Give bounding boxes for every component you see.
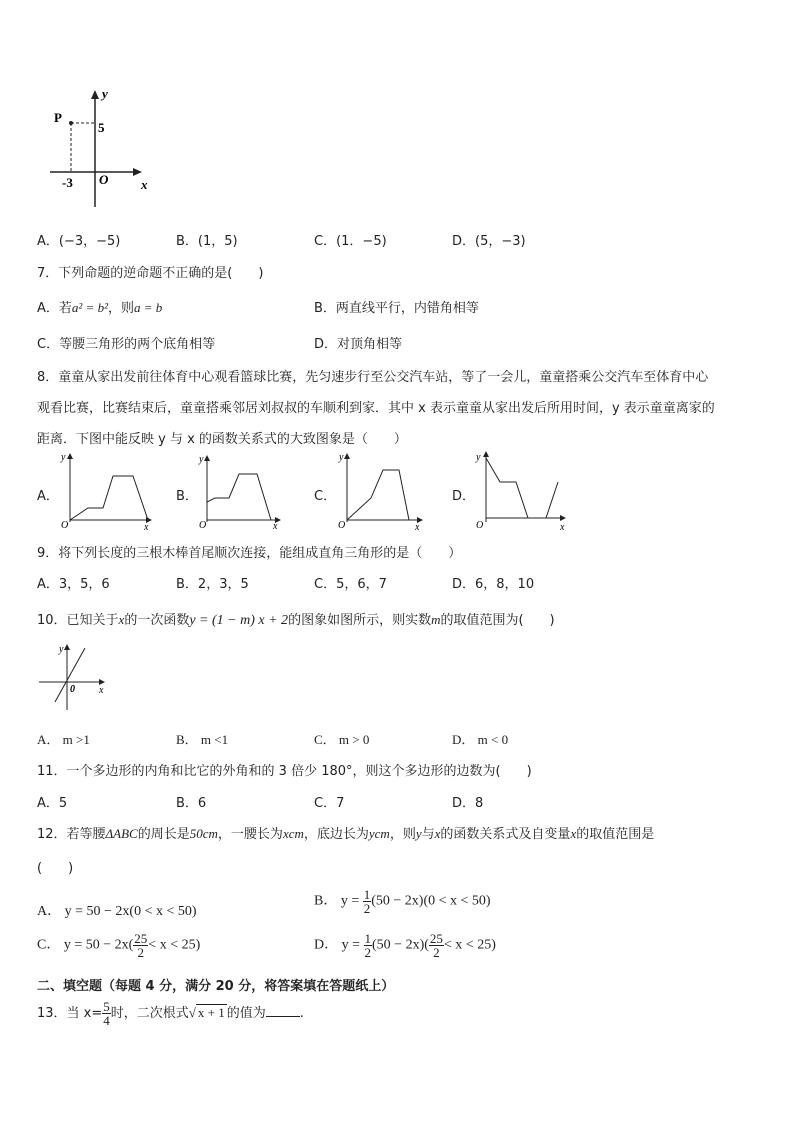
q9-option-d[interactable]: D．6，8，10 — [452, 577, 535, 592]
q12-d-den: 2 — [364, 945, 372, 960]
q10-origin: 0 — [70, 684, 75, 695]
q12-triangle: ΔABC — [105, 826, 138, 841]
q10-stem-x: x — [118, 612, 125, 627]
q12-base: ycm — [368, 826, 390, 841]
q8-c-y-label: y — [339, 452, 344, 463]
q6-option-a[interactable]: A．(−3，−5) — [37, 234, 121, 249]
q6-y-axis-label: y — [102, 86, 108, 101]
q12-text-d: ，一腰长为 — [217, 827, 283, 842]
q7-option-a-mid: ，则 — [107, 301, 134, 316]
q10-stem-c: 的图象如图所示，则实数 — [288, 613, 432, 628]
q10-option-c[interactable]: C． m > 0 — [314, 732, 370, 747]
q13-post: 的值为 — [226, 1006, 266, 1021]
q6-x-axis-label: x — [141, 177, 148, 192]
q8-option-c-label[interactable]: C． — [314, 489, 337, 504]
q10-y-label: y — [59, 644, 64, 655]
q7-option-a-prefix: A．若 — [37, 301, 72, 316]
q10-stem — [37, 609, 555, 629]
q12-text-b: 的周长是 — [137, 827, 190, 842]
q12-text-j: 与 — [421, 827, 435, 842]
q8-option-a-label[interactable]: A． — [37, 489, 59, 504]
q6-origin: O — [99, 172, 109, 187]
q9-stem: 9．将下列长度的三根木棒首尾顺次连接，能组成直角三角形的是（ ） — [37, 546, 462, 561]
q12-option-a[interactable]: A． y = 50 − 2x(0 < x < 50) — [37, 904, 197, 919]
q10-line-figure — [37, 640, 112, 715]
q10-stem-func: y = (1 − m) x + 2 — [189, 613, 289, 628]
q8-graph-c[interactable] — [335, 450, 430, 532]
q13-num: 5 — [103, 999, 110, 1014]
q11-option-b[interactable]: B．6 — [176, 796, 207, 811]
q10-option-d[interactable]: D． m < 0 — [452, 732, 509, 747]
q8-graph-a[interactable] — [58, 450, 158, 532]
section-title-fill-in: 二、填空题（每题 4 分，满分 20 分，将答案填在答题纸上） — [37, 979, 395, 994]
q12-b-num: 1 — [363, 887, 371, 902]
q7-option-c[interactable]: C．等腰三角形的两个底角相等 — [37, 337, 216, 352]
q12-text-h: ，则 — [389, 827, 416, 842]
q13-mid: 时，二次根式 — [110, 1006, 189, 1021]
q8-a-origin: O — [61, 520, 69, 531]
q13-stem: 13．当 x= $\frac{5}{4}$ 时，二次根式√ x + 1 的值为 . — [37, 999, 304, 1028]
q12-leg: xcm — [282, 826, 304, 841]
q10-stem-b: 的一次函数 — [124, 613, 190, 628]
q11-option-c[interactable]: C．7 — [314, 796, 345, 811]
q7-option-d[interactable]: D．对顶角相等 — [314, 337, 403, 352]
q12-var-x2: x — [570, 826, 577, 841]
q12-c-den: 2 — [137, 945, 145, 960]
q12-d-post: < x < 25) — [443, 937, 496, 953]
q7-option-a-math2: a = b — [134, 300, 163, 315]
q12-text-a: 12．若等腰 — [37, 827, 106, 842]
q12-option-c[interactable] — [37, 932, 200, 959]
q8-d-origin: O — [476, 520, 484, 531]
q6-option-d[interactable]: D．(5，−3) — [452, 234, 526, 249]
q6-coordinate-figure — [45, 85, 160, 215]
q12-d-num: 1 — [364, 931, 372, 946]
q10-option-a[interactable]: A． m >1 — [37, 732, 90, 747]
q8-graph-d[interactable] — [472, 448, 572, 532]
q6-option-c[interactable]: C．(1．−5) — [314, 234, 387, 249]
q8-c-x-label: x — [415, 522, 420, 532]
q12-c-post: < x < 25) — [148, 937, 201, 953]
q12-d-pre: D． y = — [314, 937, 361, 953]
q10-stem-m: m — [431, 612, 441, 627]
q8-b-y-label: y — [199, 454, 204, 465]
q8-graph-b[interactable] — [197, 452, 287, 530]
q10-stem-d: 的取值范围为( ) — [440, 613, 555, 628]
q12-c-num: 25 — [134, 931, 148, 946]
q12-d-mid: (50 − 2x)( — [372, 937, 429, 953]
q9-option-a[interactable]: A．3，5，6 — [37, 577, 110, 592]
q7-stem: 7．下列命题的逆命题不正确的是( ) — [37, 266, 264, 281]
q10-option-b[interactable]: B． m <1 — [176, 732, 229, 747]
q6-y-tick: 5 — [98, 120, 105, 135]
q12-option-b[interactable] — [314, 888, 491, 915]
q8-option-b-label[interactable]: B． — [176, 489, 198, 504]
q9-option-c[interactable]: C．5，6，7 — [314, 577, 387, 592]
q8-stem-line1: 8．童童从家出发前往体育中心观看篮球比赛，先匀速步行至公交汽车站，等了一会儿，童童搭乘公交汽车至体育中心 — [37, 370, 709, 385]
q8-b-x-label: x — [273, 521, 278, 530]
q12-b-pre: B． y = — [314, 893, 360, 909]
q7-option-b[interactable]: B．两直线平行，内错角相等 — [314, 301, 479, 316]
q9-option-b[interactable]: B．2，3，5 — [176, 577, 249, 592]
q12-stem-line1 — [37, 823, 654, 842]
q11-stem: 11．一个多边形的内角和比它的外角和的 3 倍少 180°，则这个多边形的边数为( ) — [37, 764, 532, 779]
q11-option-a[interactable]: A．5 — [37, 796, 68, 811]
q8-c-origin: O — [338, 520, 346, 531]
q12-stem-line2: ( ) — [37, 861, 74, 876]
q12-b-post: (50 − 2x)(0 < x < 50) — [371, 893, 491, 909]
q7-option-a-math: a² = b² — [71, 300, 108, 315]
q12-var-y: y — [415, 826, 422, 841]
q12-c-pre: C． y = 50 − 2x( — [37, 937, 134, 953]
q6-x-tick: -3 — [62, 175, 73, 190]
q12-text-l: 的函数关系式及自变量 — [440, 827, 571, 842]
q6-point-label: P — [54, 110, 62, 125]
q13-den: 4 — [103, 1013, 110, 1028]
q12-d-den2: 2 — [433, 945, 440, 960]
q11-option-d[interactable]: D．8 — [452, 796, 484, 811]
q8-stem-line3: 距离．下图中能反映 y 与 x 的函数关系式的大致图象是（ ） — [37, 432, 407, 447]
q8-option-d-label[interactable]: D． — [452, 489, 476, 504]
q8-stem-line2: 观看比赛，比赛结束后，童童搭乘邻居刘叔叔的车顺利到家．其中 x 表示童童从家出发后所用时间，y 表示童童离家的 — [37, 401, 715, 416]
q13-pre: 13．当 x= — [37, 1006, 103, 1021]
q13-answer-blank[interactable] — [266, 1004, 300, 1017]
q12-option-d[interactable] — [314, 932, 496, 959]
q8-a-x-label: x — [144, 522, 149, 532]
q12-b-den: 2 — [363, 901, 371, 916]
q8-d-y-label: y — [476, 452, 481, 463]
q12-var-x: x — [434, 826, 441, 841]
q10-x-label: x — [99, 685, 104, 696]
q13-end: . — [299, 1006, 304, 1021]
q12-text-n: 的取值范围是 — [576, 827, 655, 842]
q7-option-a[interactable] — [37, 297, 162, 316]
q13-radicand: x + 1 — [197, 1005, 225, 1020]
q10-stem-a: 10．已知关于 — [37, 613, 119, 628]
q8-b-origin: O — [199, 520, 207, 530]
q8-d-x-label: x — [560, 522, 565, 532]
q6-option-b[interactable]: B．(1，5) — [176, 234, 238, 249]
q12-text-f: ，底边长为 — [303, 827, 369, 842]
q8-a-y-label: y — [61, 452, 66, 463]
q12-perimeter: 50cm — [189, 826, 218, 841]
q12-d-num2: 25 — [429, 931, 443, 946]
